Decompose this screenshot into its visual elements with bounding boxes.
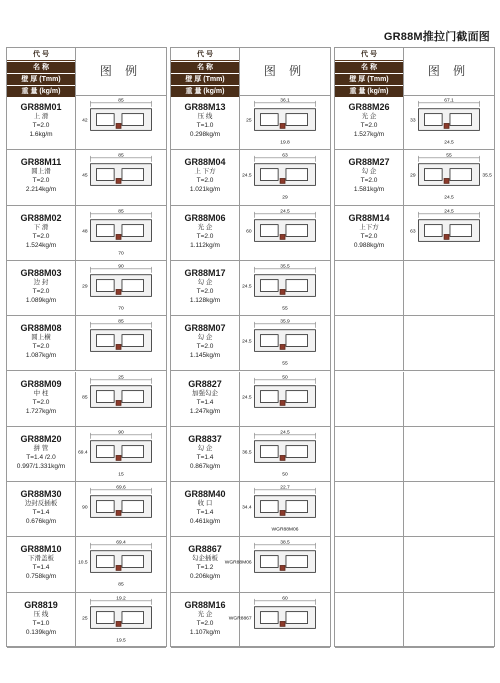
dimension-label: 69.6 [116,485,126,491]
profile-thickness: T=1.4 [196,453,214,461]
profile-drawing [76,427,166,481]
profile-chamber [286,114,308,126]
profile-drawing [228,593,330,647]
profile-row [171,261,330,316]
profile-weight: 0.988kg/m [353,241,385,249]
dimension-label: 50 [282,374,288,380]
empty-row [335,482,494,537]
dimension-label: 67.1 [444,98,454,104]
profile-thickness: T=1.0 [32,619,50,627]
profile-name: 圆上滑 [31,168,51,176]
profile-weight: 0.758kg/m [25,573,57,581]
header-thickness: 壁 厚 (Tmm) [335,74,403,85]
profile-code: GR88M27 [348,157,390,168]
profile-code: GR88M06 [184,212,226,223]
profile-chamber [260,169,278,181]
dimension-label: 85 [118,98,124,104]
profile-code: GR88M09 [20,378,62,389]
profile-weight: 1.247kg/m [189,407,221,415]
profile-code: GR88M20 [20,433,62,444]
profile-drawing [240,150,330,204]
profile-drawing [224,537,330,591]
profile-row [7,537,166,592]
dimension-label: 24.5 [444,208,454,214]
dimension-label: 24.5 [444,140,454,146]
profile-chamber [286,224,308,236]
profile-code: GR88M08 [20,323,62,334]
dimension-label: 29 [82,284,88,290]
dimension-label: 55 [282,306,288,312]
thermal-strip [280,345,285,350]
profile-name: 上 滑 [33,113,49,120]
profile-chamber [424,224,442,236]
profile-weight: 0.867kg/m [189,462,221,470]
profile-chamber [286,335,308,347]
thermal-strip [280,123,285,128]
column-1 [6,47,167,647]
dimension-label: 29 [410,173,416,179]
profile-weight: 1.6kg/m [29,131,53,138]
profile-chamber [96,445,114,457]
profile-thickness: T=2.0 [196,177,214,185]
thermal-strip [116,289,121,294]
dimension-label: 90 [82,505,88,511]
profile-chamber [122,169,144,181]
profile-thickness: T=2.0 [360,177,378,185]
profile-code: GR88M03 [20,267,62,278]
profile-chamber [96,556,114,568]
profile-row [7,427,166,482]
profile-row [7,206,166,261]
profile-chamber [260,114,278,126]
profile-chamber [424,169,442,181]
profile-chamber [450,169,472,181]
profile-chamber [122,280,144,292]
dimension-label: 36.5 [242,450,252,456]
profile-chamber [260,280,278,292]
dimension-label: 63 [282,153,288,159]
profile-chamber [260,445,278,457]
profile-name: 压 线 [197,113,213,120]
dimension-label: 55 [446,153,452,159]
dimension-label: 35.9 [280,319,290,325]
header-code: 代 号 [171,49,239,61]
profile-name: 勾 企 [197,334,213,342]
profile-drawing [76,482,166,536]
dimension-label: 24.5 [242,284,252,290]
profile-name: 上 下方 [194,168,216,176]
thermal-strip [116,345,121,350]
empty-row [335,593,494,648]
thermal-strip [444,179,449,184]
profile-chamber [450,114,472,126]
profile-thickness: T=2.0 [32,398,50,406]
profile-code: GR88M26 [348,102,390,112]
profile-weight: 0.206kg/m [189,573,221,581]
profile-chamber [260,335,278,347]
profile-chamber [122,501,144,513]
header-weight: 重 量 (kg/m) [335,86,403,97]
dimension-label: 48 [82,229,88,235]
dimension-label: 19.2 [116,596,126,602]
empty-row [335,372,494,427]
profile-drawing [404,95,494,149]
profile-code: GR88M10 [20,544,62,555]
dimension-label: 10.5 [78,560,88,566]
profile-chamber [286,390,308,402]
profile-code: GR88M40 [184,489,226,500]
header-name: 名 称 [7,62,75,73]
profile-name: 边 封 [33,278,49,286]
thermal-strip [116,566,121,571]
profile-name: 收 口 [197,500,213,508]
empty-row [335,316,494,371]
thermal-strip [116,400,121,405]
column-2 [170,47,331,647]
profile-drawing [240,261,330,315]
profile-name: 下滑盖板 [28,555,54,563]
profile-drawing [240,482,330,536]
profile-code: GR8867 [188,544,222,555]
profile-weight: 1.581kg/m [353,186,385,194]
profile-name: 拼 管 [33,444,49,452]
profile-chamber [260,556,278,568]
profile-chamber [286,445,308,457]
profile-row [171,372,330,427]
profile-chamber [260,611,278,623]
profile-weight: 2.214kg/m [25,186,57,194]
dimension-label: 85 [118,208,124,214]
profile-name: 下 滑 [33,223,49,231]
profile-chamber [286,501,308,513]
profile-chamber [286,169,308,181]
dimension-label: 25 [246,118,252,124]
profile-row [171,150,330,205]
profile-name: 勾 企 [197,278,213,286]
profile-drawing [240,427,330,481]
dimension-label: 55 [282,361,288,367]
profile-name: 勾 企 [361,168,377,176]
profile-row [171,316,330,371]
dimension-label: 24.5 [242,339,252,345]
dimension-label: 19.8 [280,140,290,146]
profile-thickness: T=2.0 [32,343,50,351]
profile-thickness: T=2.0 [196,619,214,627]
profile-weight: 0.461kg/m [189,518,221,526]
profile-name: 光 企 [197,223,213,231]
profile-code: GR8827 [188,378,222,389]
profile-chamber [96,224,114,236]
profile-drawing [240,372,330,426]
profile-drawing [76,95,166,149]
empty-row [335,261,494,316]
profile-row [7,316,166,371]
thermal-strip [280,511,285,516]
profile-chamber [122,556,144,568]
profile-weight: 0.676kg/m [25,518,57,526]
dimension-label: 38.5 [280,540,290,546]
dimension-label: 70 [118,306,124,312]
dimension-label: 42 [82,118,88,124]
profile-code: GR88M04 [184,157,226,168]
dimension-label: 85 [82,395,88,401]
profile-drawing [76,206,166,260]
profile-chamber [96,611,114,623]
header-weight: 重 量 (kg/m) [7,86,75,97]
thermal-strip [116,123,121,128]
profile-code: GR88M17 [184,267,226,278]
profile-chamber [122,224,144,236]
thermal-strip [116,179,121,184]
dimension-label: 35.5 [482,173,492,179]
dimension-label: 36.1 [280,98,290,104]
profile-code: GR88M01 [20,102,62,112]
profile-row [335,95,494,150]
profile-chamber [122,611,144,623]
thermal-strip [116,621,121,626]
header-thickness: 壁 厚 (Tmm) [171,74,239,85]
profile-weight: 1.107kg/m [189,628,221,636]
dimension-label: 70 [118,250,124,256]
dimension-label: 90 [118,264,124,270]
dimension-label: 85 [118,319,124,325]
profile-weight: 1.145kg/m [189,352,221,360]
dimension-label: 85 [118,153,124,159]
column-header [7,48,166,96]
profile-chamber [96,390,114,402]
header-code: 代 号 [7,49,75,61]
dimension-label: 63 [410,229,416,235]
profile-name: 上下方 [359,223,379,231]
profile-drawing [240,316,330,370]
profile-thickness: T=1.4 [196,398,214,406]
dimension-label: 22.7 [280,485,290,491]
profile-row [7,372,166,427]
dimension-label: 24.5 [242,173,252,179]
header-name: 名 称 [171,62,239,73]
thermal-strip [280,566,285,571]
dimension-label: 85 [118,582,124,588]
dimension-label: 90 [118,430,124,436]
dimension-label: WGR88M06 [224,560,252,566]
profile-thickness: T=2.0 [32,232,50,240]
profile-thickness: T=1.4 [32,564,50,572]
profile-chamber [96,114,114,126]
profile-code: GR88M16 [184,599,226,610]
dimension-label: 15 [118,472,124,478]
profile-chamber [96,335,114,347]
thermal-strip [280,289,285,294]
profile-drawing [240,95,330,149]
profile-sheet [6,47,496,647]
dimension-label: 33 [410,118,416,124]
profile-thickness: T=1.0 [196,122,214,129]
profile-drawing [240,206,330,260]
profile-thickness: T=2.0 [32,177,50,185]
profile-drawing [404,150,494,204]
dimension-label: 34.4 [242,505,252,511]
profile-chamber [286,611,308,623]
profile-drawing [76,316,166,370]
profile-chamber [96,501,114,513]
profile-row [171,482,330,537]
thermal-strip [116,455,121,460]
profile-drawing [76,593,166,647]
profile-chamber [260,501,278,513]
profile-name: 勾企插板 [192,555,218,563]
profile-chamber [122,335,144,347]
thermal-strip [280,455,285,460]
column-header [335,48,494,96]
dimension-label: 24.5 [280,208,290,214]
profile-chamber [260,224,278,236]
profile-thickness: T=2.0 [196,232,214,240]
profile-weight: 0.139kg/m [25,628,57,636]
profile-weight: 1.021kg/m [189,186,221,194]
profile-weight: 1.087kg/m [25,352,57,360]
profile-row [171,427,330,482]
header-figure: 图 例 [427,64,471,78]
thermal-strip [116,234,121,239]
profile-weight: 0.298kg/m [189,131,221,138]
profile-thickness: T=2.0 [32,287,50,295]
profile-row [171,206,330,261]
profile-row [7,482,166,537]
profile-code: GR88M02 [20,212,62,223]
dimension-label: 24.5 [280,430,290,436]
profile-name: 中 柱 [33,389,49,397]
thermal-strip [116,511,121,516]
empty-row [335,537,494,592]
profile-code: GR88M30 [20,489,62,500]
profile-drawing [404,206,494,260]
profile-thickness: T=2.0 [32,122,50,129]
profile-weight: 1.089kg/m [25,296,57,304]
dimension-label: 24.5 [444,195,454,201]
thermal-strip [280,621,285,626]
dimension-label: 69.4 [116,540,126,546]
profile-row [171,537,330,592]
profile-name: 边封反插板 [24,500,58,508]
profile-name: 勾 企 [197,444,213,452]
profile-row [7,150,166,205]
profile-weight: 1.128kg/m [189,296,221,304]
profile-code: GR8837 [188,433,222,444]
profile-row [171,593,330,648]
profile-chamber [424,114,442,126]
dimension-label: 24.5 [242,395,252,401]
profile-chamber [260,390,278,402]
thermal-strip [444,234,449,239]
thermal-strip [280,234,285,239]
profile-row [171,95,330,150]
thermal-strip [280,400,285,405]
profile-thickness: T=1.4 /2.0 [26,453,56,461]
profile-row [335,206,494,261]
thermal-strip [280,179,285,184]
profile-drawing [76,537,166,591]
header-code: 代 号 [335,49,403,61]
profile-code: GR8819 [24,599,58,610]
dimension-label: 60 [246,229,252,235]
profile-chamber [122,445,144,457]
profile-weight: 1.727kg/m [25,407,57,415]
header-thickness: 壁 厚 (Tmm) [7,74,75,85]
profile-name: 圆上横 [31,334,51,342]
empty-row [335,427,494,482]
profile-thickness: T=1.2 [196,564,214,572]
profile-weight: 1.527kg/m [353,131,385,138]
profile-row [7,593,166,648]
dimension-label: 25 [82,616,88,622]
profile-chamber [286,280,308,292]
dimension-label: 19.5 [116,638,126,644]
profile-thickness: T=1.4 [32,509,50,517]
profile-drawing [76,372,166,426]
profile-name: 加强勾企 [192,389,218,397]
profile-weight: 1.112kg/m [190,241,220,249]
profile-thickness: T=2.0 [360,122,378,129]
dimension-label: WGR88M06 [271,527,299,533]
header-figure: 图 例 [263,64,307,78]
profile-chamber [122,390,144,402]
header-weight: 重 量 (kg/m) [171,86,239,97]
page-title: GR88M推拉门截面图 [383,31,490,43]
profile-thickness: T=2.0 [196,343,214,351]
profile-drawing [76,150,166,204]
profile-row [7,95,166,150]
profile-chamber [286,556,308,568]
dimension-label: 60 [282,596,288,602]
profile-drawing [76,261,166,315]
profile-chamber [96,169,114,181]
profile-thickness: T=2.0 [360,232,378,240]
dimension-label: 45 [82,173,88,179]
dimension-label: 69.4 [78,450,88,456]
header-name: 名 称 [335,62,403,73]
profile-code: GR88M11 [20,157,62,168]
profile-code: GR88M13 [184,102,226,112]
profile-weight: 0.997/1.331kg/m [16,462,66,470]
dimension-label: 29 [282,195,288,201]
profile-code: GR88M07 [184,323,226,334]
profile-thickness: T=1.4 [196,509,214,517]
profile-name: 光 企 [361,113,377,120]
profile-name: 压 线 [33,610,49,618]
profile-chamber [96,280,114,292]
thermal-strip [444,123,449,128]
dimension-label: 50 [282,472,288,478]
profile-thickness: T=2.0 [196,287,214,295]
profile-name: 光 企 [197,610,213,618]
profile-weight: 1.524kg/m [25,241,57,249]
profile-chamber [450,224,472,236]
dimension-label: WGR8867 [228,616,252,622]
header-figure: 图 例 [99,64,143,78]
profile-code: GR88M14 [348,212,390,223]
dimension-label: 35.5 [280,264,290,270]
dimension-label: 25 [118,374,124,380]
profile-chamber [122,114,144,126]
column-header [171,48,330,96]
column-3 [334,47,495,647]
profile-row [335,150,494,205]
profile-row [7,261,166,316]
